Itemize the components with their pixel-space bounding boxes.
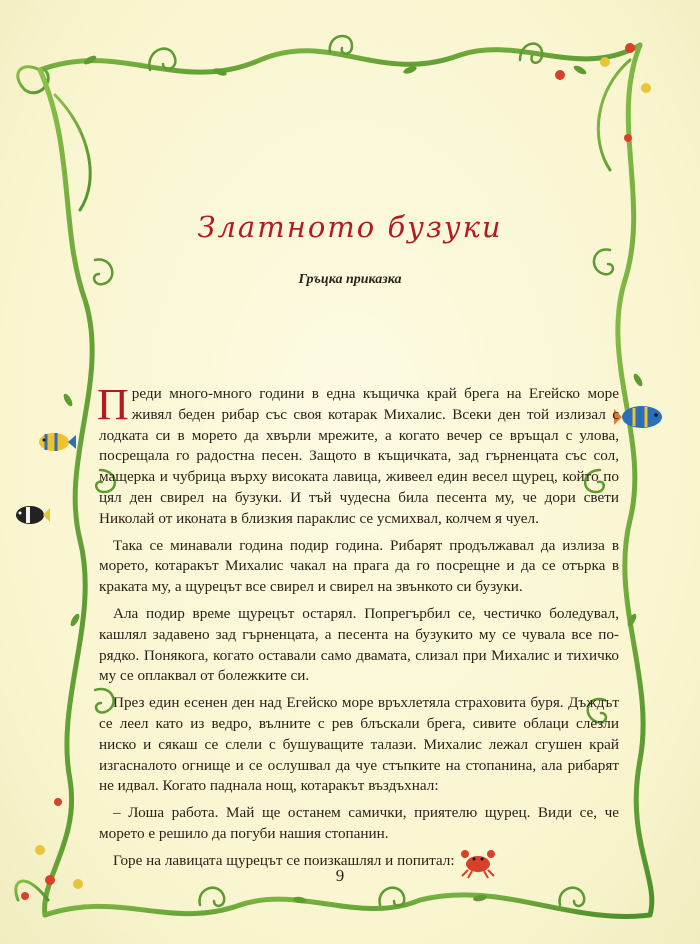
story-text xyxy=(97,380,619,878)
page-number: 9 xyxy=(335,866,345,885)
fish-icon xyxy=(39,433,76,451)
paragraph: Горе на лавицата щурецът се поизкашлял и попитал: xyxy=(113,851,455,869)
paragraph: През един есенен ден над Егейско море връхлетяла страховита буря. Дъждът се леел като из ведро, вълните с рев блъскали брега, сивите облаци слезли ниско и сякаш се слели с бушуващите талази. Михалис лежал сгушен край изгасналото огнище и се ослушвал да чуе стъпките на стопанина, ала рибарят не идвал. Когато паднала нощ, котаракът въздъхнал: xyxy=(99,694,619,795)
paragraph-text: реди много-много години в една къщичка край брега на Егейско море живял беден рибар със своя котарак Михалис. Всеки ден той излизал с лодката си в морето да хвърли мрежите, а когато вечер се връщал с улова, посрещала го радостна песен. Защото в къщичката, зад гърненцата със сол, мащерка и чубрица върху високата лавица, живеел един весел щурец, който по цял ден свирел на бузуки. И тъй чудесна била песента му, че дори свети Николай от иконата в близкия параклис се усмихвал, колчем я чуел. xyxy=(99,385,619,527)
paragraph: Така се минавали година подир година. Рибарят продължавал да излиза в морето, котаракът Михалис чакал на прага да го посрещне и да се отърка в краката му, а щурецът все свирел и свирел на звънкото си бузуки. xyxy=(99,536,619,596)
page-title: Златното бузуки xyxy=(197,210,503,244)
drop-cap: П xyxy=(97,380,129,429)
fish-icon xyxy=(614,406,662,428)
paragraph xyxy=(97,380,619,530)
fish-icon xyxy=(16,506,50,524)
subtitle: Гръцка приказка xyxy=(298,272,402,287)
paragraph: Ала подир време щурецът остарял. Попрегърбил се, честичко боледувал, кашлял задавено зад гърненцата, а песента на бузукито му се чувала все по-рядко. Понякога, когато оставали само двамата, слизал при Михалис и тихичко му се оплаквал от болежките си. xyxy=(99,604,619,685)
paragraph: – Лоша работа. Май ще останем самички, приятелю щурец. Види се, че морето е решило да погуби нашия стопанин. xyxy=(99,804,619,842)
